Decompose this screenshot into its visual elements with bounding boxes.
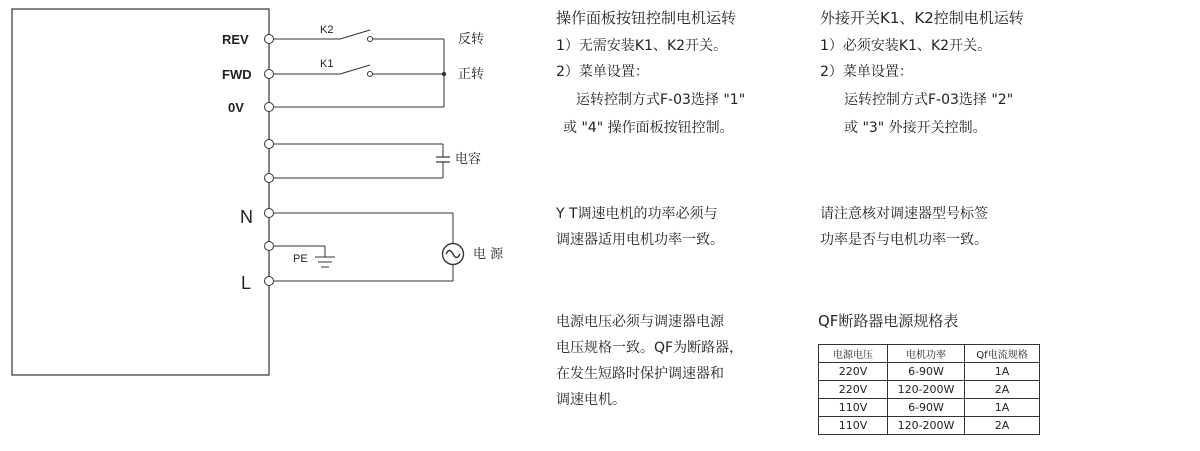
voltage-note-line3: 在发生短路时保护调速器和	[556, 366, 724, 382]
terminal-0v	[265, 103, 274, 112]
table-header-row	[819, 345, 1040, 363]
capacitor-symbol	[436, 157, 450, 162]
k1-switch-contact	[368, 72, 373, 77]
terminal-n	[265, 209, 274, 218]
table-cell: 1A	[965, 399, 1040, 417]
panel-control-line3: 运转控制方式F-03选择 "1"	[576, 92, 746, 108]
terminal-0v-label: 0V	[228, 100, 244, 115]
panel-control-line2: 2）菜单设置：	[556, 64, 649, 80]
table-row	[819, 381, 1040, 399]
terminal-fwd-label: FWD	[222, 67, 252, 82]
terminal-cap-a	[265, 140, 274, 149]
terminal-l-label: L	[241, 273, 252, 293]
panel-control-line4: 或 "4" 操作面板按钮控制。	[563, 120, 734, 136]
table-row	[819, 363, 1040, 381]
motor-note-line2: 调速器适用电机功率一致。	[556, 232, 724, 248]
table-row	[819, 417, 1040, 435]
controller-box	[12, 9, 269, 375]
table-cell: 110V	[819, 417, 888, 435]
ac-source-icon	[443, 244, 464, 265]
pe-label: PE	[293, 253, 308, 265]
wiring-diagram	[0, 0, 530, 451]
table-cell: 2A	[965, 381, 1040, 399]
breaker-table-title: QF断路器电源规格表	[818, 312, 959, 330]
k1-label: K1	[320, 58, 334, 70]
external-control-line1: 1）必须安装K1、K2开关。	[820, 38, 992, 54]
terminal-rev-label: REV	[222, 32, 249, 47]
model-note-line2: 功率是否与电机功率一致。	[820, 232, 988, 248]
table-cell: 220V	[819, 381, 888, 399]
header-voltage: 电源电压	[819, 345, 888, 363]
terminal-fwd	[265, 70, 274, 79]
terminal-cap-b	[265, 174, 274, 183]
table-cell: 6-90W	[888, 363, 965, 381]
model-note-line1: 请注意核对调速器型号标签	[820, 206, 988, 222]
terminal-n-label: N	[240, 207, 253, 227]
table-cell: 6-90W	[888, 399, 965, 417]
breaker-spec-table	[818, 344, 1040, 435]
forward-label: 正转	[458, 67, 485, 82]
reverse-label: 反转	[458, 32, 485, 47]
panel-control-line1: 1）无需安装K1、K2开关。	[556, 38, 728, 54]
k2-switch-blade	[340, 30, 370, 39]
voltage-note-line4: 调速电机。	[556, 392, 626, 408]
k1-switch-blade	[340, 65, 370, 74]
header-current: Qf电流规格	[965, 345, 1040, 363]
external-control-line4: 或 "3" 外接开关控制。	[844, 120, 987, 136]
terminal-pe	[265, 242, 274, 251]
table-cell: 120-200W	[888, 381, 965, 399]
terminal-l	[265, 277, 274, 286]
external-control-line2: 2）菜单设置：	[820, 64, 913, 80]
voltage-note-line2: 电压规格一致。QF为断路器，	[556, 340, 744, 356]
table-cell: 1A	[965, 363, 1040, 381]
k2-label: K2	[320, 24, 334, 36]
voltage-note-line1: 电源电压必须与调速器电源	[556, 314, 724, 330]
terminal-rev	[265, 35, 274, 44]
header-power: 电机功率	[888, 345, 965, 363]
power-label: 电 源	[473, 247, 504, 262]
common-junction	[442, 72, 446, 76]
panel-control-title: 操作面板按钮控制电机运转	[556, 9, 737, 27]
table-cell: 220V	[819, 363, 888, 381]
external-control-title: 外接开关K1、K2控制电机运转	[820, 9, 1024, 27]
ground-icon	[315, 257, 335, 267]
motor-note-line1: Y T调速电机的功率必须与	[556, 206, 718, 222]
table-cell: 2A	[965, 417, 1040, 435]
capacitor-label: 电容	[455, 152, 482, 167]
k2-switch-contact	[368, 37, 373, 42]
table-cell: 110V	[819, 399, 888, 417]
table-cell: 120-200W	[888, 417, 965, 435]
table-row	[819, 399, 1040, 417]
external-control-line3: 运转控制方式F-03选择 "2"	[844, 92, 1014, 108]
